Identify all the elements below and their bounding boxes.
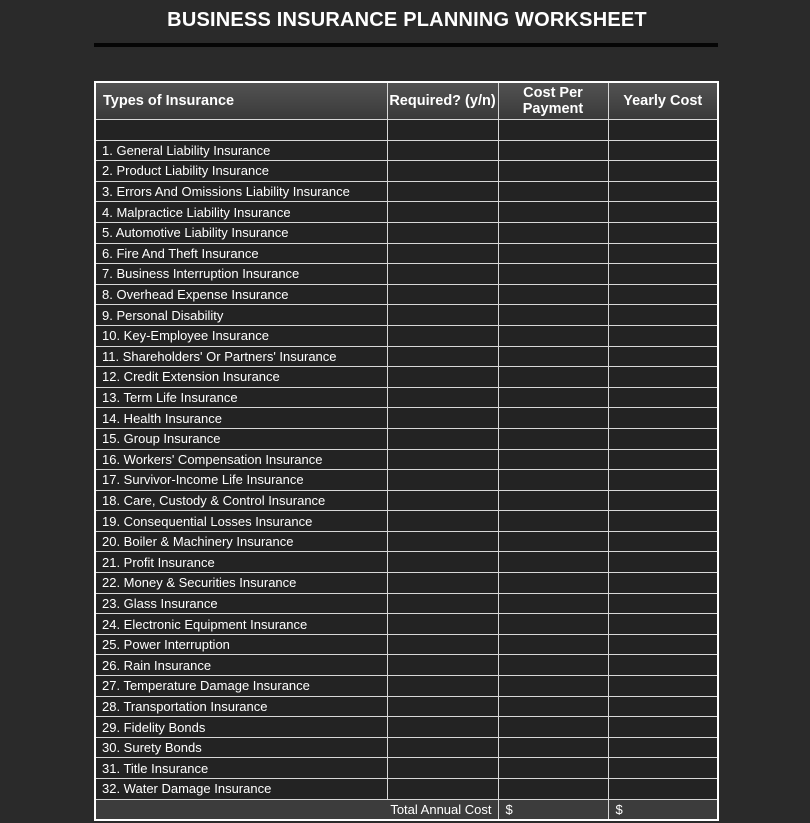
required-cell[interactable]: [387, 181, 498, 202]
cost-per-payment-cell[interactable]: [498, 593, 608, 614]
yearly-cost-cell[interactable]: [608, 120, 718, 141]
required-cell[interactable]: [387, 120, 498, 141]
required-cell[interactable]: [387, 202, 498, 223]
table-row: [95, 387, 718, 408]
table-row: [95, 552, 718, 573]
cost-per-payment-cell[interactable]: [498, 181, 608, 202]
cost-per-payment-cell[interactable]: [498, 490, 608, 511]
insurance-type-label: 8. Overhead Expense Insurance: [95, 284, 387, 305]
table-row: [95, 161, 718, 182]
yearly-cost-cell[interactable]: [608, 264, 718, 285]
required-cell[interactable]: [387, 449, 498, 470]
table-row: [95, 408, 718, 429]
cost-per-payment-cell[interactable]: [498, 531, 608, 552]
yearly-cost-cell[interactable]: [608, 511, 718, 532]
column-header-required: Required? (y/n): [387, 82, 498, 120]
cost-per-payment-cell[interactable]: [498, 717, 608, 738]
cost-per-payment-cell[interactable]: [498, 779, 608, 800]
cost-per-payment-cell[interactable]: [498, 264, 608, 285]
table-row: [95, 779, 718, 800]
required-cell[interactable]: [387, 737, 498, 758]
table-row: [95, 717, 718, 738]
insurance-type-label: 32. Water Damage Insurance: [95, 779, 387, 800]
required-cell[interactable]: [387, 161, 498, 182]
yearly-cost-cell[interactable]: [608, 470, 718, 491]
required-cell[interactable]: [387, 470, 498, 491]
table-row: [95, 140, 718, 161]
insurance-type-label: 11. Shareholders' Or Partners' Insurance: [95, 346, 387, 367]
required-cell[interactable]: [387, 325, 498, 346]
insurance-type-label: 28. Transportation Insurance: [95, 696, 387, 717]
cost-per-payment-cell[interactable]: [498, 120, 608, 141]
yearly-cost-cell[interactable]: [608, 737, 718, 758]
required-cell[interactable]: [387, 593, 498, 614]
required-cell[interactable]: [387, 284, 498, 305]
table-row: [95, 470, 718, 491]
cost-per-payment-cell[interactable]: [498, 470, 608, 491]
table-row: [95, 202, 718, 223]
required-cell[interactable]: [387, 222, 498, 243]
table-row: [95, 634, 718, 655]
yearly-cost-cell[interactable]: [608, 367, 718, 388]
yearly-cost-cell[interactable]: [608, 717, 718, 738]
yearly-cost-cell[interactable]: [608, 614, 718, 635]
insurance-type-label: 23. Glass Insurance: [95, 593, 387, 614]
cost-per-payment-cell[interactable]: [498, 325, 608, 346]
cost-per-payment-cell[interactable]: [498, 676, 608, 697]
yearly-cost-cell[interactable]: [608, 428, 718, 449]
yearly-cost-cell[interactable]: [608, 758, 718, 779]
insurance-type-label: 15. Group Insurance: [95, 428, 387, 449]
insurance-type-label: 30. Surety Bonds: [95, 737, 387, 758]
insurance-type-label: 1. General Liability Insurance: [95, 140, 387, 161]
yearly-cost-cell[interactable]: [608, 222, 718, 243]
insurance-type-label: 26. Rain Insurance: [95, 655, 387, 676]
table-row: [95, 758, 718, 779]
insurance-type-label: 18. Care, Custody & Control Insurance: [95, 490, 387, 511]
yearly-cost-cell[interactable]: [608, 243, 718, 264]
total-label: Total Annual Cost: [95, 799, 498, 820]
yearly-cost-cell[interactable]: [608, 408, 718, 429]
cost-per-payment-cell[interactable]: [498, 696, 608, 717]
table-row: [95, 284, 718, 305]
column-header-cost-per-payment: Cost Per Payment: [498, 82, 608, 120]
total-yearly-cost[interactable]: $: [608, 799, 718, 820]
yearly-cost-cell[interactable]: [608, 161, 718, 182]
cost-per-payment-cell[interactable]: [498, 573, 608, 594]
yearly-cost-cell[interactable]: [608, 490, 718, 511]
cost-per-payment-cell[interactable]: [498, 449, 608, 470]
cost-per-payment-cell[interactable]: [498, 284, 608, 305]
cost-per-payment-cell[interactable]: [498, 655, 608, 676]
insurance-type-label: 22. Money & Securities Insurance: [95, 573, 387, 594]
required-cell[interactable]: [387, 428, 498, 449]
required-cell[interactable]: [387, 758, 498, 779]
insurance-type-label: 19. Consequential Losses Insurance: [95, 511, 387, 532]
insurance-type-label: 5. Automotive Liability Insurance: [95, 222, 387, 243]
insurance-type-label: 24. Electronic Equipment Insurance: [95, 614, 387, 635]
table-row: [95, 181, 718, 202]
cost-per-payment-cell[interactable]: [498, 387, 608, 408]
required-cell[interactable]: [387, 490, 498, 511]
yearly-cost-cell[interactable]: [608, 202, 718, 223]
insurance-type-label: 2. Product Liability Insurance: [95, 161, 387, 182]
yearly-cost-cell[interactable]: [608, 573, 718, 594]
required-cell[interactable]: [387, 552, 498, 573]
table-row: [95, 305, 718, 326]
required-cell[interactable]: [387, 367, 498, 388]
table-row: [95, 655, 718, 676]
required-cell[interactable]: [387, 243, 498, 264]
table-row: [95, 614, 718, 635]
table-row: [95, 737, 718, 758]
title-divider: [94, 43, 718, 47]
cost-per-payment-cell[interactable]: [498, 634, 608, 655]
table-row: [95, 346, 718, 367]
yearly-cost-cell[interactable]: [608, 449, 718, 470]
cost-per-payment-cell[interactable]: [498, 614, 608, 635]
insurance-worksheet-table: [94, 81, 719, 821]
cost-per-payment-cell[interactable]: [498, 202, 608, 223]
total-cost-per-payment[interactable]: $: [498, 799, 608, 820]
insurance-type-label: 14. Health Insurance: [95, 408, 387, 429]
cost-per-payment-cell[interactable]: [498, 552, 608, 573]
yearly-cost-cell[interactable]: [608, 140, 718, 161]
required-cell[interactable]: [387, 346, 498, 367]
cost-per-payment-cell[interactable]: [498, 140, 608, 161]
insurance-type-label: 16. Workers' Compensation Insurance: [95, 449, 387, 470]
required-cell[interactable]: [387, 676, 498, 697]
required-cell[interactable]: [387, 531, 498, 552]
required-cell[interactable]: [387, 696, 498, 717]
table-row: [95, 573, 718, 594]
yearly-cost-cell[interactable]: [608, 655, 718, 676]
required-cell[interactable]: [387, 573, 498, 594]
cost-per-payment-cell[interactable]: [498, 222, 608, 243]
yearly-cost-cell[interactable]: [608, 181, 718, 202]
yearly-cost-cell[interactable]: [608, 634, 718, 655]
blank-row: [95, 120, 718, 141]
cost-per-payment-cell[interactable]: [498, 428, 608, 449]
required-cell[interactable]: [387, 655, 498, 676]
cost-per-payment-cell[interactable]: [498, 161, 608, 182]
table-row: [95, 428, 718, 449]
cost-per-payment-cell[interactable]: [498, 758, 608, 779]
table-row: [95, 367, 718, 388]
cost-per-payment-cell[interactable]: [498, 305, 608, 326]
yearly-cost-cell[interactable]: [608, 552, 718, 573]
insurance-type-label: 31. Title Insurance: [95, 758, 387, 779]
required-cell[interactable]: [387, 305, 498, 326]
yearly-cost-cell[interactable]: [608, 593, 718, 614]
insurance-type-label: 25. Power Interruption: [95, 634, 387, 655]
yearly-cost-cell[interactable]: [608, 676, 718, 697]
table-row: [95, 531, 718, 552]
cost-per-payment-cell[interactable]: [498, 408, 608, 429]
yearly-cost-cell[interactable]: [608, 696, 718, 717]
cost-per-payment-cell[interactable]: [498, 737, 608, 758]
insurance-type-label: 6. Fire And Theft Insurance: [95, 243, 387, 264]
required-cell[interactable]: [387, 387, 498, 408]
insurance-type-label: 7. Business Interruption Insurance: [95, 264, 387, 285]
table-row: [95, 676, 718, 697]
table-row: [95, 264, 718, 285]
yearly-cost-cell[interactable]: [608, 346, 718, 367]
header-row: [95, 82, 718, 120]
yearly-cost-cell[interactable]: [608, 531, 718, 552]
yearly-cost-cell[interactable]: [608, 325, 718, 346]
required-cell[interactable]: [387, 779, 498, 800]
required-cell[interactable]: [387, 408, 498, 429]
insurance-type-label: 3. Errors And Omissions Liability Insurance: [95, 181, 387, 202]
yearly-cost-cell[interactable]: [608, 284, 718, 305]
table-row: [95, 449, 718, 470]
worksheet-body: [95, 120, 718, 800]
table-row: [95, 222, 718, 243]
yearly-cost-cell[interactable]: [608, 779, 718, 800]
insurance-type-label: 20. Boiler & Machinery Insurance: [95, 531, 387, 552]
cost-per-payment-cell[interactable]: [498, 346, 608, 367]
insurance-type-label: 10. Key-Employee Insurance: [95, 325, 387, 346]
table-row: [95, 696, 718, 717]
required-cell[interactable]: [387, 614, 498, 635]
insurance-type-label: 17. Survivor-Income Life Insurance: [95, 470, 387, 491]
total-row: [95, 799, 718, 820]
cost-per-payment-cell[interactable]: [498, 243, 608, 264]
insurance-type-label: 13. Term Life Insurance: [95, 387, 387, 408]
insurance-type-label: 21. Profit Insurance: [95, 552, 387, 573]
insurance-type-label: 12. Credit Extension Insurance: [95, 367, 387, 388]
column-header-type: Types of Insurance: [95, 82, 387, 120]
insurance-type-label: 4. Malpractice Liability Insurance: [95, 202, 387, 223]
table-row: [95, 325, 718, 346]
required-cell[interactable]: [387, 140, 498, 161]
cost-per-payment-cell[interactable]: [498, 367, 608, 388]
table-row: [95, 511, 718, 532]
insurance-type-label: 29. Fidelity Bonds: [95, 717, 387, 738]
column-header-yearly-cost: Yearly Cost: [608, 82, 718, 120]
required-cell[interactable]: [387, 717, 498, 738]
table-row: [95, 490, 718, 511]
yearly-cost-cell[interactable]: [608, 305, 718, 326]
cost-per-payment-cell[interactable]: [498, 511, 608, 532]
table-row: [95, 593, 718, 614]
required-cell[interactable]: [387, 264, 498, 285]
page-title: BUSINESS INSURANCE PLANNING WORKSHEET: [167, 9, 647, 31]
blank-cell: [95, 120, 387, 141]
required-cell[interactable]: [387, 511, 498, 532]
insurance-type-label: 9. Personal Disability: [95, 305, 387, 326]
required-cell[interactable]: [387, 634, 498, 655]
insurance-type-label: 27. Temperature Damage Insurance: [95, 676, 387, 697]
yearly-cost-cell[interactable]: [608, 387, 718, 408]
table-row: [95, 243, 718, 264]
